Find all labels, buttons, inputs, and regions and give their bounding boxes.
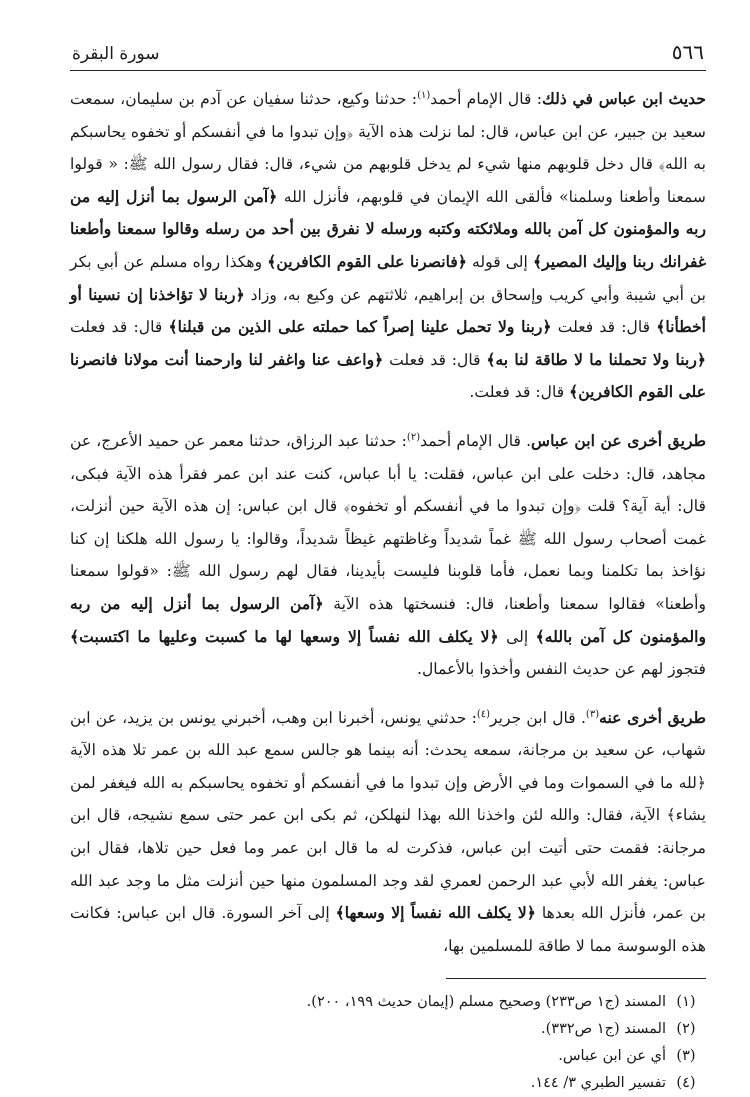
footnote-ref: (٢) [406, 431, 421, 443]
footnote-item [70, 1070, 706, 1097]
paragraph-another-route-ibn-jarir [70, 702, 706, 963]
text-run: إلى قوله [466, 252, 533, 271]
footnote-number: (٢) [676, 1021, 696, 1038]
bold-text-run: ﴿ربنا لا تؤاخذنا إن نسينا أو أخطأنا﴾ [70, 284, 706, 337]
bold-text-run: ﴿آمن الرسول بما أنزل إليه من ربه والمؤمنون كل آمن بالله وملائكته وكتبه ورسله لا نفرق بين أحد من رسله وقالوا سمعنا وأطعنا غفرانك ربنا وإليك المصير﴾ [70, 186, 707, 271]
page-header [70, 24, 706, 71]
bold-text-run: ﴿ربنا ولا تحمل علينا إصراً كما حملته على الذين من قبلنا﴾ [168, 317, 552, 337]
footnote-item [70, 989, 706, 1016]
bold-text-run: ﴿آمن الرسول بما أنزل إليه من ربه والمؤمنون كل آمن بالله﴾ [70, 593, 706, 646]
paragraph-ibn-abbas-hadith [70, 83, 706, 409]
text-run: : قال الإمام أحمد [430, 90, 542, 108]
text-run: قال: قد فعلت. [469, 383, 570, 402]
bold-text-run: طريق أخرى عنه [599, 707, 707, 727]
footnote-ref: (٤) [476, 708, 491, 720]
bold-text-run: ﴿واعف عنا واغفر لنا وارحمنا أنت مولانا فانصرنا على القوم الكافرين﴾ [70, 349, 706, 402]
footnote-item [70, 1043, 706, 1070]
text-run: : حدثني يونس، أخبرنا ابن وهب، أخبرني يونس بن يزيد، عن ابن شهاب، عن سعيد بن مرجانة، سمعه يحدث: أنه بينما هو جالس سمع عبد الله بن عمر تلا هذه الآية ﴿لله ما في السموات وما في الأرض وإن تبدوا ما في أنفسكم أو تخفوه يحاسبكم به الله فيغفر لمن يشاء﴾ الآية، فقال: والله لئن واخذنا الله بهذا لنهلكن، ثم بكى ابن عمر حتى سمع نشيجه، قال ابن مرجانة: فقمت حتى أتيت ابن عباس، فذكرت له ما قال ابن عمر وما فعل حين تلاها، فقال ابن عباس: يغفر الله لأبي عبد الرحمن لعمري لقد وجد المسلمون منها حين أنزلت مثل ما وجد عبد الله بن عمر، فأنزل الله بعدها [70, 708, 706, 923]
text-run: وهكذا رواه مسلم عن أبي بكر بن أبي شيبة وأبي كريب وإسحاق بن إبراهيم، ثلاثتهم عن وكيع به، وزاد [70, 252, 706, 304]
bold-text-run: طريق أخرى عن ابن عباس [531, 430, 706, 450]
text-run: قال: قد فعلت [70, 318, 169, 337]
text-run: إلى [498, 627, 536, 646]
footnote-text: تفسير الطبري ٣/ ١٤٤. [530, 1075, 666, 1092]
footnotes [70, 989, 706, 1097]
text-run: : حدثنا وكيع، حدثنا سفيان عن آدم بن سليمان، سمعت سعيد بن جبير، عن ابن عباس، قال: لما نزلت هذه الآية ﴿وإن تبدوا ما في أنفسكم أو تخفوه يحاسبكم به الله﴾ قال دخل قلوبهم منها شيء لم يدخل قلوبهم من شيء، قال: فقال رسول الله ﷺ: « قولوا سمعنا وأطعنا وسلمنا» فألقى الله الإيمان في قلوبهم، فأنزل الله [70, 90, 706, 206]
text-run: قال: قد فعلت [551, 318, 657, 337]
text-run: . قال ابن جرير [490, 708, 586, 727]
footnote-text: أي عن ابن عباس. [558, 1048, 666, 1065]
page-number: ٥٦٦ [671, 40, 704, 64]
text-run: إلى آخر السورة. قال ابن عباس: فكانت هذه الوسوسة مما لا طاقة للمسلمين بها، [70, 904, 706, 955]
bold-text-run: ﴿فانصرنا على القوم الكافرين﴾ [267, 251, 467, 271]
surah-title: سورة البقرة [72, 44, 160, 64]
footnote-number: (٣) [676, 1048, 696, 1065]
footnote-divider [446, 978, 706, 979]
footnote-ref: (٣) [585, 708, 600, 720]
page-body [70, 83, 706, 962]
paragraph-another-route-ibn-abbas [70, 425, 706, 686]
footnote-ref: (١) [417, 89, 431, 101]
text-run: . قال الإمام أحمد [420, 431, 532, 450]
text-run: قال: قد فعلت [383, 350, 487, 369]
bold-text-run: ﴿لا يكلف الله نفساً إلا وسعها لها ما كسبت وعليها ما اكتسبت﴾ [70, 626, 499, 646]
footnote-number: (١) [676, 994, 696, 1011]
bold-text-run: حديث ابن عباس في ذلك [541, 89, 706, 108]
text-run: فتجوز لهم عن حديث النفس وأخذوا بالأعمال. [417, 660, 706, 679]
footnote-text: المسند (ج١ ص٢٣٣) وصحيح مسلم (إيمان حديث ١٩٩، ٢٠٠). [306, 994, 666, 1011]
footnote-number: (٤) [676, 1075, 696, 1092]
bold-text-run: ﴿لا يكلف الله نفساً إلا وسعها﴾ [335, 903, 536, 923]
text-run: : حدثنا عبد الرزاق، حدثنا معمر عن حميد الأعرج، عن مجاهد، قال: دخلت على ابن عباس، فقلت: يا أبا عباس، كنت عند ابن عمر فقرأ هذه الآية فبكى، قال: أية آية؟ قلت ﴿وإن تبدوا ما في أنفسكم أو تخفوه﴾ قال ابن عباس: إن هذه الآية حين أنزلت، غمت أصحاب رسول الله ﷺ غماً شديداً وغاظتهم غيظاً شديداً، وقالوا: يا رسول الله هلكنا إن كنا نؤاخذ بما تكلمنا وبما نعمل، فأما قلوبنا فليست بأيدينا، فقال لهم رسول الله ﷺ: «قولوا سمعنا وأطعنا» فقالوا سمعنا وأطعنا، قال: فنسختها هذه الآية [70, 431, 706, 613]
footnote-item [70, 1016, 706, 1043]
footnote-text: المسند (ج١ ص٣٣٢). [541, 1021, 666, 1038]
bold-text-run: ﴿ربنا ولا تحملنا ما لا طاقة لنا به﴾ [486, 349, 706, 369]
